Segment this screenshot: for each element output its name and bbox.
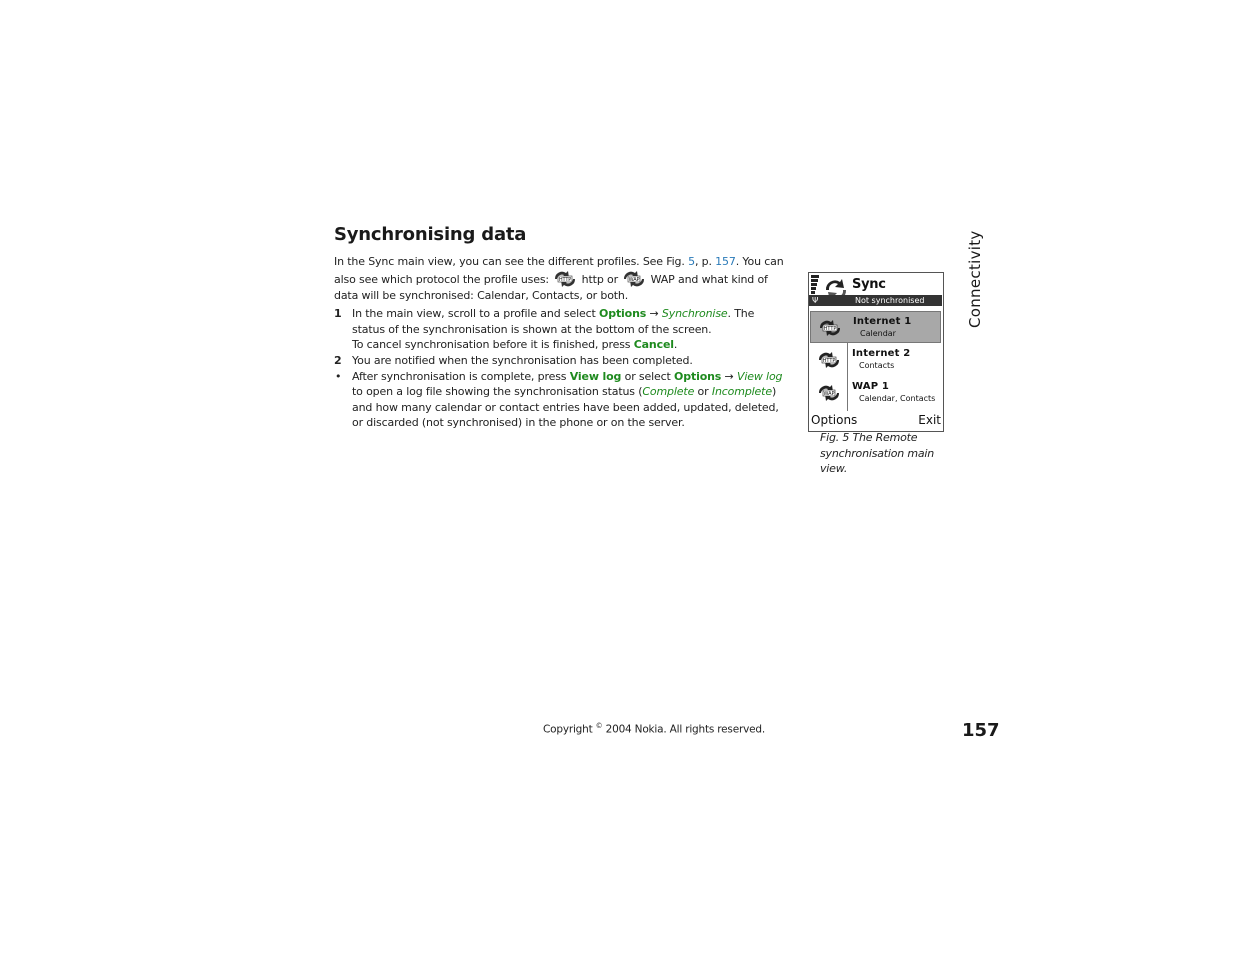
options-keyword: Options: [674, 369, 722, 383]
svg-text:HTTP: HTTP: [823, 326, 837, 332]
options-softkey[interactable]: Options: [811, 413, 858, 427]
intro-text: In the Sync main view, you can see the different profiles. See Fig.: [334, 255, 689, 268]
svg-text:WAP: WAP: [628, 276, 640, 283]
svg-text:HTTP: HTTP: [822, 358, 836, 364]
step-2: [334, 353, 788, 369]
figure-link[interactable]: 5: [688, 255, 695, 268]
view-log-menu-item: View log: [736, 369, 783, 383]
antenna-icon: Ψ: [812, 296, 819, 305]
signal-strength-icon: [811, 275, 819, 297]
wap-sync-icon: [621, 270, 647, 288]
body-text: [334, 254, 788, 431]
bullet-text: or select: [621, 369, 675, 383]
bullet-text: After synchronisation is complete, press: [352, 369, 570, 383]
bullet-text: ) and how many calendar or contact entries have been added, updated, deleted, or discarded (not synchronised) in the phone or on the server.: [352, 385, 779, 430]
exit-softkey[interactable]: Exit: [918, 413, 941, 427]
bullet-mark: •: [335, 369, 342, 383]
phone-screen: [808, 272, 944, 432]
status-bar: [809, 295, 942, 306]
intro-text: , p.: [694, 255, 716, 268]
copyright-text: 2004 Nokia. All rights reserved.: [602, 723, 765, 736]
bullet-text: to open a log file showing the synchronisation status (: [352, 385, 643, 399]
sync-status: Not synchronised: [855, 296, 925, 305]
step-number: 2: [334, 353, 342, 367]
step-number: 1: [334, 307, 342, 321]
synchronise-menu-item: Synchronise: [661, 307, 728, 321]
step-text: . The status of the synchronisation is shown at the bottom of the screen.: [352, 307, 755, 336]
step-text: In the main view, scroll to a profile and select: [352, 307, 600, 321]
view-log-keyword: View log: [569, 369, 622, 383]
cancel-keyword: Cancel: [633, 338, 674, 352]
profile-row-internet-1[interactable]: [810, 311, 941, 343]
step-1: [334, 306, 788, 353]
svg-text:HTTP: HTTP: [559, 276, 572, 283]
section-title: Synchronising data: [334, 224, 527, 245]
profile-name: WAP 1: [852, 381, 890, 392]
profile-row-internet-2[interactable]: [810, 344, 941, 376]
incomplete-status: Incomplete: [711, 385, 772, 399]
complete-status: Complete: [642, 385, 695, 399]
copyright-symbol: ©: [595, 722, 603, 730]
intro-paragraph: [334, 254, 788, 303]
phone-title: Sync: [852, 277, 886, 292]
svg-text:WAP: WAP: [823, 391, 835, 397]
profile-content: Calendar, Contacts: [859, 394, 936, 403]
chapter-tab: Connectivity: [966, 230, 984, 328]
page-number: 157: [962, 720, 1000, 741]
profile-row-wap-1[interactable]: [810, 377, 941, 409]
intro-text: . You can also see which protocol the profile uses:: [334, 255, 784, 286]
profile-content: Calendar: [860, 329, 896, 338]
http-sync-icon: [817, 318, 843, 338]
profile-name: Internet 2: [852, 348, 911, 359]
intro-text: WAP and what kind of data will be synchronised: Calendar, Contacts, or both.: [334, 272, 768, 302]
profile-name: Internet 1: [853, 316, 912, 327]
step-text: .: [673, 338, 678, 352]
bullet-text: or: [694, 385, 712, 399]
options-keyword: Options: [599, 307, 647, 321]
page-link[interactable]: 157: [715, 255, 736, 268]
http-sync-icon: [552, 270, 578, 288]
bullet-item: [334, 369, 788, 431]
menu-arrow: →: [721, 369, 737, 383]
step-text: To cancel synchronisation before it is finished, press: [352, 338, 634, 352]
menu-arrow: →: [646, 307, 662, 321]
softkey-bar: [809, 413, 943, 431]
figure-caption: Fig. 5 The Remote synchronisation main view.: [820, 431, 935, 476]
copyright-text: Copyright: [543, 723, 596, 736]
wap-sync-icon: [816, 383, 842, 403]
step-text: You are notified when the synchronisation has been completed.: [352, 353, 693, 367]
phone-header: [809, 273, 943, 307]
intro-text: http or: [578, 272, 622, 286]
copyright-notice: [543, 722, 765, 736]
http-sync-icon: [816, 350, 842, 370]
profile-content: Contacts: [859, 361, 895, 370]
